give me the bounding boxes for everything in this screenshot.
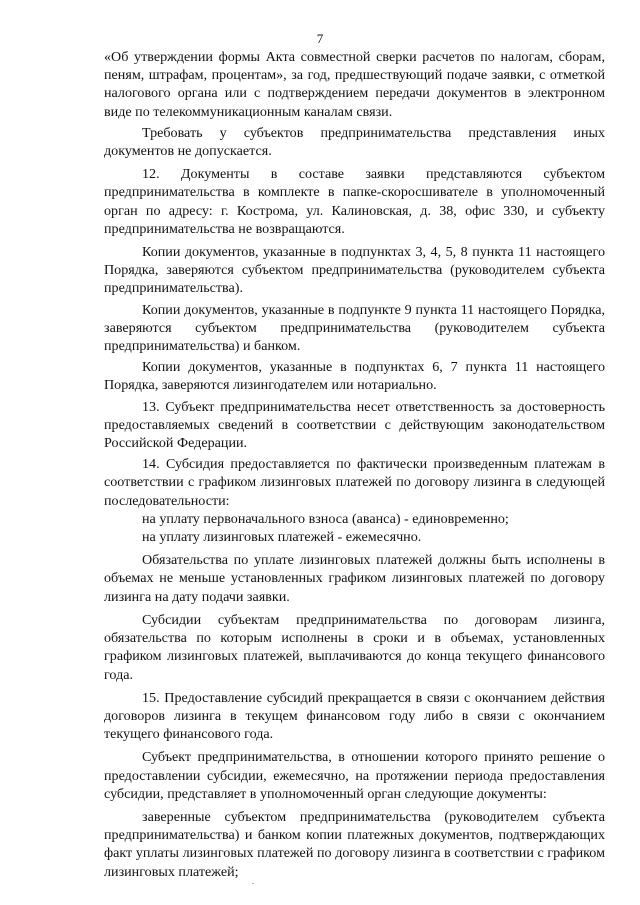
page-number: 7 <box>316 31 324 46</box>
paragraph-copies-3-4-5-8: Копии документов, указанные в подпунктах 3, 4, 5, 8 пункта 11 настоящего Порядка, заверяются субъектом предпринимательства (руководителем субъекта предпринимательства). <box>104 244 605 297</box>
paragraph-subsidies-paid: Субсидии субъектам предпринимательства по договорам лизинга, обязательства по которым исполнены в сроки и в объемах, установленных графиком лизинговых платежей, выплачиваются до конца текущего финансового года. <box>104 611 605 683</box>
paragraph-copies-6-7: Копии документов, указанные в подпунктах 6, 7 пункта 11 настоящего Порядка, заверяются лизингодателем или нотариально. <box>104 359 605 394</box>
scan-speck <box>252 883 254 884</box>
paragraph-clause-14: 14. Субсидия предоставляется по фактически произведенным платежам в соответствии с графиком лизинговых платежей по договору лизинга в следующей последовательности: <box>104 456 605 509</box>
list-item-payment-copies: заверенные субъектом предпринимательства (руководителем субъекта предпринимательства) и банком копии платежных документов, подтверждающих факт уплаты лизинговых платежей по договору лизинга в соответствии с графиком лизинговых платежей; <box>104 808 605 880</box>
paragraph-clause-13: 13. Субъект предпринимательства несет ответственность за достоверность предоставляемых сведений в соответствии с действующим законодательством Российской Федерации. <box>104 398 605 452</box>
paragraph-clause-15: 15. Предоставление субсидий прекращается в связи с окончанием действия договоров лизинга в текущем финансовом году либо в связи с окончанием текущего финансового года. <box>104 689 605 743</box>
document-body <box>104 48 605 881</box>
list-item-monthly: на уплату лизинговых платежей - ежемесячно. <box>142 529 422 546</box>
list-item-advance: на уплату первоначального взноса (аванса) - единовременно; <box>142 510 509 527</box>
paragraph-monthly-documents: Субъект предпринимательства, в отношении которого принято решение о предоставлении субсидии, ежемесячно, на протяжении периода предоставления субсидии, представляет в уполномоченный орган следующие документы: <box>104 749 605 802</box>
paragraph-clause-12: 12. Документы в составе заявки представляются субъектом предпринимательства в комплекте в папке-скоросшивателе в уполномоченный орган по адресу: г. Кострома, ул. Калиновская, д. 38, офис 330, и субъекту предпринимательства не возвращаются. <box>104 166 605 237</box>
paragraph-continuation: «Об утверждении формы Акта совместной сверки расчетов по налогам, сборам, пеням, штрафам, процентам», за год, предшествующий подаче заявки, с отметкой налогового органа или с подтверждением передачи документов в электронном виде по телекоммуникационным каналам связи. <box>104 49 605 120</box>
paragraph-no-other-docs: Требовать у субъектов предпринимательства представления иных документов не допускается. <box>104 124 605 160</box>
paragraph-obligations: Обязательства по уплате лизинговых платежей должны быть исполнены в объемах не меньше установленных графиком лизинговых платежей по договору лизинга на дату подачи заявки. <box>104 552 605 605</box>
paragraph-copies-9: Копии документов, указанные в подпункте 9 пункта 11 настоящего Порядка, заверяются субъектом предпринимательства (руководителем субъекта предпринимательства) и банком. <box>104 301 605 355</box>
